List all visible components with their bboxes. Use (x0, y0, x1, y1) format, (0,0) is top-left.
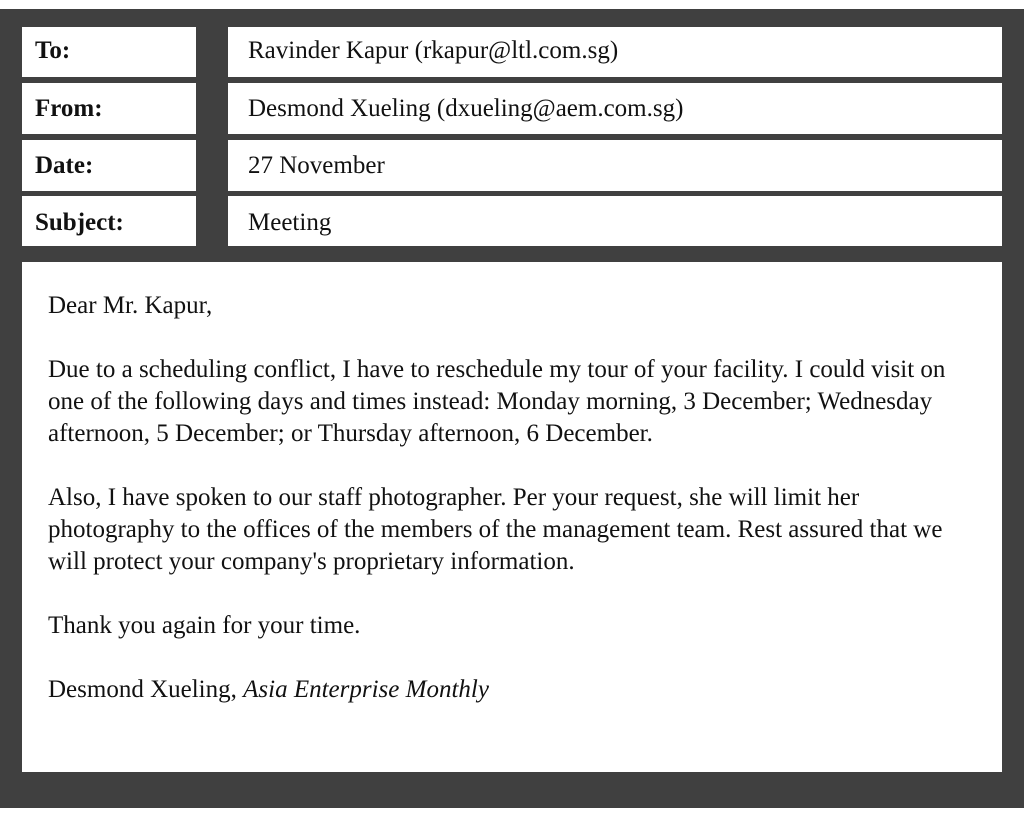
paragraph-photographer: Also, I have spoken to our staff photographer. Per your request, she will limit her photography to the offices of the members of the management team. Rest assured that we will protect your company's proprietary information. (48, 484, 943, 575)
to-label: To: (22, 27, 196, 77)
thanks-line: Thank you again for your time. (48, 612, 361, 639)
from-label: From: (22, 83, 196, 134)
paragraph-reschedule: Due to a scheduling conflict, I have to reschedule my tour of your facility. I could visit on one of the following days and times instead: Monday morning, 3 December; Wednesday afternoon, 5 December; or Thursday afternoon, 6 December. (48, 356, 946, 447)
from-value: Desmond Xueling (dxueling@aem.com.sg) (228, 83, 1002, 134)
to-value: Ravinder Kapur (rkapur@ltl.com.sg) (228, 27, 1002, 77)
subject-value: Meeting (228, 196, 1002, 246)
signature-name: Desmond Xueling, (48, 676, 244, 703)
email-body (22, 262, 1002, 772)
greeting: Dear Mr. Kapur, (48, 292, 213, 319)
signature-publication: Asia Enterprise Monthly (243, 676, 489, 703)
signature (48, 674, 982, 706)
date-label: Date: (22, 140, 196, 191)
date-value: 27 November (228, 140, 1002, 191)
subject-label: Subject: (22, 196, 196, 246)
